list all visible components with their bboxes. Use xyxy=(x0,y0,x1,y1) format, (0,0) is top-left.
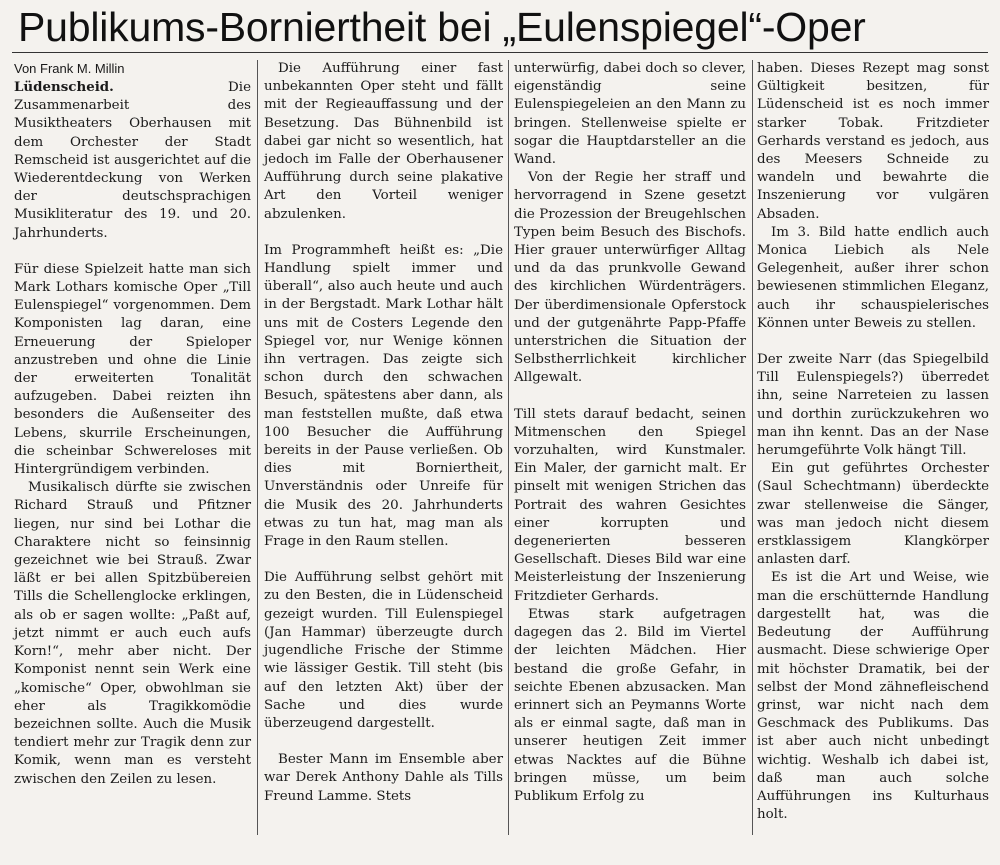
paragraph: haben. Dieses Rezept mag sonst Gültigkeit besitzen, für Lüdenscheid ist es noch immer starker Tobak. Fritzdieter Gerhards verstand es jedoch, aus des Meesers Schneide zu wandeln und bewahrte die Inszenierung vor vulgären Absaden. xyxy=(757,61,989,222)
paragraph: Die Aufführung selbst gehört mit zu den Besten, die in Lüdenscheid gezeigt wurden. Till Eulenspiegel (Jan Hammar) überzeugte durch jugendliche Frische der Stimme wie lässiger Gestik. Till steht (bis auf den letzten Akt) über der Sache und dies wurde überzeugend dargestellt. xyxy=(264,570,503,731)
paragraph: Die Aufführung einer fast unbekannten Oper steht und fällt mit der Regieauffassung und der Besetzung. Das Bühnenbild ist dabei gar nicht so wesentlich, hat jedoch im Falle der Oberhausener Aufführung durch seine plakative Art den Vorteil weniger abzulenken. xyxy=(264,61,503,222)
paragraph: Im Programmheft heißt es: „Die Handlung spielt immer und überall“, also auch heute und auch in der Bergstadt. Mark Lothar hält uns mit de Costers Legende den Spiegel vor, nur Wenige können ihn vertragen. Das zeigte sich schon durch den schwachen Besuch, spätestens aber dann, als man feststellen mußte, daß etwa 100 Besucher die Aufführung bereits in der Pause verließen. Ob dies mit Borniertheit, Unverständnis oder Unreife für die Musik des 20. Jahrhunderts etwas zu tun hat, mag man als Frage in den Raum stellen. xyxy=(264,242,503,550)
paragraph: Es ist die Art und Weise, wie man die erschütternde Handlung dargestellt hat, was die Bedeutung der Aufführung ausmacht. Diese schwierige Oper mit höchster Dramatik, bei der selbst der Mond zähnefleischend grinst, war nicht nach dem Geschmack des Publikums. Das ist aber auch nicht unbedingt wichtig. Weshalb ich dabei ist, daß man auch solche Aufführungen ins Kulturhaus holt. xyxy=(757,570,989,823)
paragraph: Der zweite Narr (das Spiegelbild Till Eulenspiegels?) überredet ihn, seine Narreteien zu lassen und dorthin zurückzukehren wo man ihn kennt. Das an der Nase herumgeführte Volk hängt Till. xyxy=(757,352,989,459)
paragraph: Till stets darauf bedacht, seinen Mitmenschen den Spiegel vorzuhalten, wird Kunstmaler. Ein Maler, der garnicht malt. Er pinselt mit wenigen Strichen das Portrait des wahren Gesichtes einer korrupten und degenerierten besseren Gesellschaft. Dieses Bild war eine Meisterleistung der Inszenierung Fritzdieter Gerhards. xyxy=(514,406,746,604)
article-headline: Publikums-Borniertheit bei „Eulenspiegel“-Oper xyxy=(18,4,866,50)
paragraph: Bester Mann im Ensemble aber war Derek Anthony Dahle als Tills Freund Lamme. Stets xyxy=(264,752,503,804)
column-divider xyxy=(752,60,753,835)
article-column-2 xyxy=(262,60,505,843)
byline: Von Frank M. Millin xyxy=(14,61,125,76)
paragraph: Etwas stark aufgetragen dagegen das 2. Bild im Viertel der leichten Mädchen. Hier bestand die große Gefahr, in seichte Ebenen abzusacken. Man erinnert sich an Peymanns Worte als er einmal sagte, daß man in unserer heutigen Zeit immer etwas Nacktes auf die Bühne bringen müsse, um beim Publikum Erfolg zu xyxy=(514,606,746,804)
paragraph: Ein gut geführtes Orchester (Saul Schechtmann) überdeckte zwar stellenweise die Sänger, was man jedoch nicht diesem erstklassigem Klangkörper anlasten darf. xyxy=(757,461,989,568)
article-column-4 xyxy=(755,60,991,843)
headline-rule xyxy=(12,52,988,53)
dateline: Lüdenscheid. xyxy=(14,79,114,95)
article-column-1 xyxy=(12,60,253,843)
article-column-3 xyxy=(512,60,748,843)
column-divider xyxy=(508,60,509,835)
paragraph: Im 3. Bild hatte endlich auch Monica Liebich als Nele Gelegenheit, außer ihrer schon bewiesenen stimmlichen Eleganz, auch ihr schauspielerisches Können unter Beweis zu stellen. xyxy=(757,224,989,331)
paragraph: Von der Regie her straff und hervorragend in Szene gesetzt die Prozession der Breugehlschen Typen beim Besuch des Bischofs. Hier grauer unterwürfiger Alltag und da das prunkvolle Gewand des kirchlichen Würdenträgers. Der überdimensionale Opferstock und der gutgenährte Papp-Pfaffe unterstrichen die Situation der Selbstherrlichkeit kirchlicher Allgewalt. xyxy=(514,170,746,386)
paragraph: Musikalisch dürfte sie zwischen Richard Strauß und Pfitzner liegen, nur sind bei Lothar die Charaktere nicht so feinsinnig gezeichnet wie bei Strauß. Zwar läßt er bei allen Spitzbübereien Tills die Schellenglocke erklingen, als ob er sagen wollte: „Paßt auf, jetzt nimmt er auch euch aufs Korn!“, mehr aber nicht. Der Komponist nennt sein Werk eine „komische“ Oper, obwohlman sie eher als Tragikkomödie bezeichnen sollte. Auch die Musik tendiert mehr zur Tragik denn zur Komik, wenn man es versteht zwischen den Zeilen zu lesen. xyxy=(14,480,251,787)
column-divider xyxy=(257,60,258,835)
paragraph: Für diese Spielzeit hatte man sich Mark Lothars komische Oper „Till Eulenspiegel“ vorgenommen. Dem Komponisten lag daran, eine Erneuerung der Spieloper anzustreben und ohne die Linie der erweiterten Tonalität aufzugeben. Dabei reizten ihn besonders die Außenseiter des Lebens, skurrile Erscheinungen, die scheinbar Schwereloses mit Hintergründigem verbinden. xyxy=(14,261,251,478)
paragraph: Lüdenscheid. Die Zusammenarbeit des Musiktheaters Oberhausen mit dem Orchester der Stadt Remscheid ist ausgerichtet auf die Wiederentdeckung von Werken der deutschsprachigen Musikliteratur des 19. und 20. Jahrhunderts. xyxy=(14,79,251,241)
paragraph: unterwürfig, dabei doch so clever, eigenständig seine Eulenspiegeleien an den Mann zu bringen. Stellenweise spielte er sogar die Hauptdarsteller an die Wand. xyxy=(514,61,746,168)
